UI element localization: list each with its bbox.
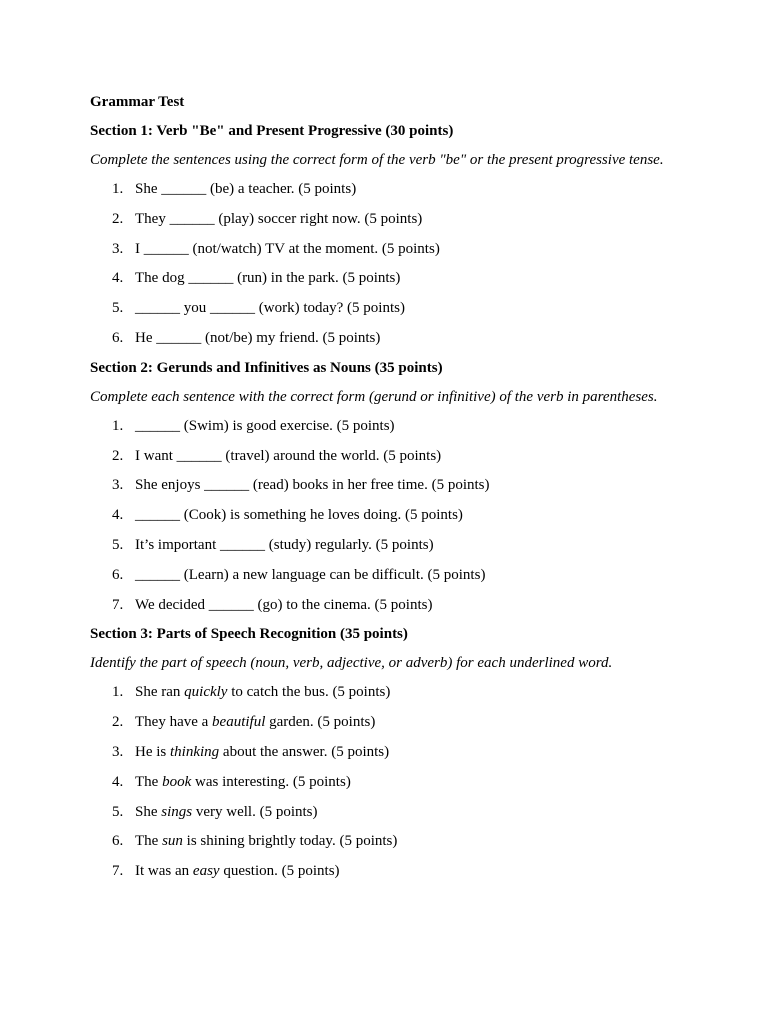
target-word: quickly xyxy=(184,684,228,701)
question-number: 3. xyxy=(112,477,124,494)
question-number: 1. xyxy=(112,684,124,701)
section-instruction: Complete each sentence with the correct form (gerund or infinitive) of the verb in parentheses. xyxy=(90,388,658,405)
question-text-before: The xyxy=(135,833,163,850)
question-text: She ______ (be) a teacher. (5 points) xyxy=(135,181,357,197)
question-text-after: was interesting. (5 points) xyxy=(191,773,351,790)
question-number: 3. xyxy=(112,240,124,257)
question-item xyxy=(90,740,700,764)
question-number: 7. xyxy=(112,863,124,880)
question-item xyxy=(90,444,700,468)
question-number: 2. xyxy=(112,210,124,227)
question-text: He ______ (not/be) my friend. (5 points) xyxy=(135,329,381,346)
question-number: 3. xyxy=(112,743,124,760)
question-number: 5. xyxy=(112,300,124,317)
section-1 xyxy=(90,119,700,350)
question-number: 4. xyxy=(112,270,124,287)
section-heading: Section 2: Gerunds and Infinitives as Nouns (35 points) xyxy=(90,359,443,376)
question-item xyxy=(90,770,700,794)
question-item xyxy=(90,859,700,883)
question-text: I ______ (not/watch) TV at the moment. (5 points) xyxy=(135,240,440,257)
document-page xyxy=(90,90,700,889)
question-text-before: She ran xyxy=(135,684,185,701)
question-item xyxy=(90,680,700,704)
section-instruction: Complete the sentences using the correct form of the verb "be" or the present progressive tense. xyxy=(90,152,664,168)
question-number: 2. xyxy=(112,714,124,731)
target-word: sings xyxy=(161,803,193,820)
question-text-before: They have a xyxy=(135,714,213,731)
question-number: 1. xyxy=(112,181,124,197)
question-item xyxy=(90,710,700,734)
question-item xyxy=(90,237,700,261)
question-item xyxy=(90,177,700,201)
question-item xyxy=(90,207,700,231)
question-text-after: garden. (5 points) xyxy=(265,714,376,731)
question-text-after: to catch the bus. (5 points) xyxy=(227,684,391,701)
question-item xyxy=(90,503,700,527)
question-item xyxy=(90,563,700,587)
target-word: book xyxy=(162,773,192,790)
question-item xyxy=(90,473,700,497)
document-title: Grammar Test xyxy=(90,94,185,110)
question-item xyxy=(90,296,700,320)
section-heading: Section 1: Verb "Be" and Present Progressive (30 points) xyxy=(90,123,454,139)
question-number: 1. xyxy=(112,417,124,434)
target-word: thinking xyxy=(170,743,220,760)
question-item xyxy=(90,414,700,438)
target-word: beautiful xyxy=(212,714,266,731)
question-number: 4. xyxy=(112,507,124,524)
question-list xyxy=(90,177,700,350)
question-text: ______ you ______ (work) today? (5 points) xyxy=(135,300,405,317)
question-number: 6. xyxy=(112,566,124,583)
section-heading: Section 3: Parts of Speech Recognition (35 points) xyxy=(90,626,408,643)
question-text-after: question. (5 points) xyxy=(219,863,340,880)
question-number: 7. xyxy=(112,596,124,613)
question-text-before: He is xyxy=(135,743,170,760)
question-number: 6. xyxy=(112,329,124,346)
question-text: I want ______ (travel) around the world. (5 points) xyxy=(135,447,442,464)
question-text-before: The xyxy=(135,773,163,790)
target-word: easy xyxy=(192,863,220,880)
section-2 xyxy=(90,356,700,617)
question-text: ______ (Swim) is good exercise. (5 points) xyxy=(135,417,395,434)
section-3 xyxy=(90,622,700,883)
question-text: We decided ______ (go) to the cinema. (5 points) xyxy=(135,596,433,613)
target-word: sun xyxy=(162,833,183,850)
section-instruction: Identify the part of speech (noun, verb, adjective, or adverb) for each underlined word. xyxy=(90,655,613,672)
question-item xyxy=(90,533,700,557)
question-text: They ______ (play) soccer right now. (5 points) xyxy=(135,210,423,227)
question-text: The dog ______ (run) in the park. (5 points) xyxy=(135,270,401,287)
question-text: It’s important ______ (study) regularly. (5 points) xyxy=(135,536,434,553)
question-list xyxy=(90,680,700,883)
question-item xyxy=(90,593,700,617)
question-item xyxy=(90,800,700,824)
question-list xyxy=(90,414,700,617)
question-number: 4. xyxy=(112,773,124,790)
question-number: 6. xyxy=(112,833,124,850)
question-item xyxy=(90,829,700,853)
question-text: ______ (Learn) a new language can be difficult. (5 points) xyxy=(135,566,486,583)
question-text-after: about the answer. (5 points) xyxy=(219,743,390,760)
question-text-before: She xyxy=(135,803,162,820)
question-number: 5. xyxy=(112,536,124,553)
question-item xyxy=(90,266,700,290)
question-text-after: very well. (5 points) xyxy=(192,803,318,820)
question-item xyxy=(90,326,700,350)
question-text-before: It was an xyxy=(135,863,193,880)
question-text-after: is shining brightly today. (5 points) xyxy=(182,833,398,850)
question-number: 5. xyxy=(112,803,124,820)
question-number: 2. xyxy=(112,447,124,464)
question-text: ______ (Cook) is something he loves doing. (5 points) xyxy=(135,507,463,524)
question-text: She enjoys ______ (read) books in her free time. (5 points) xyxy=(135,477,490,494)
